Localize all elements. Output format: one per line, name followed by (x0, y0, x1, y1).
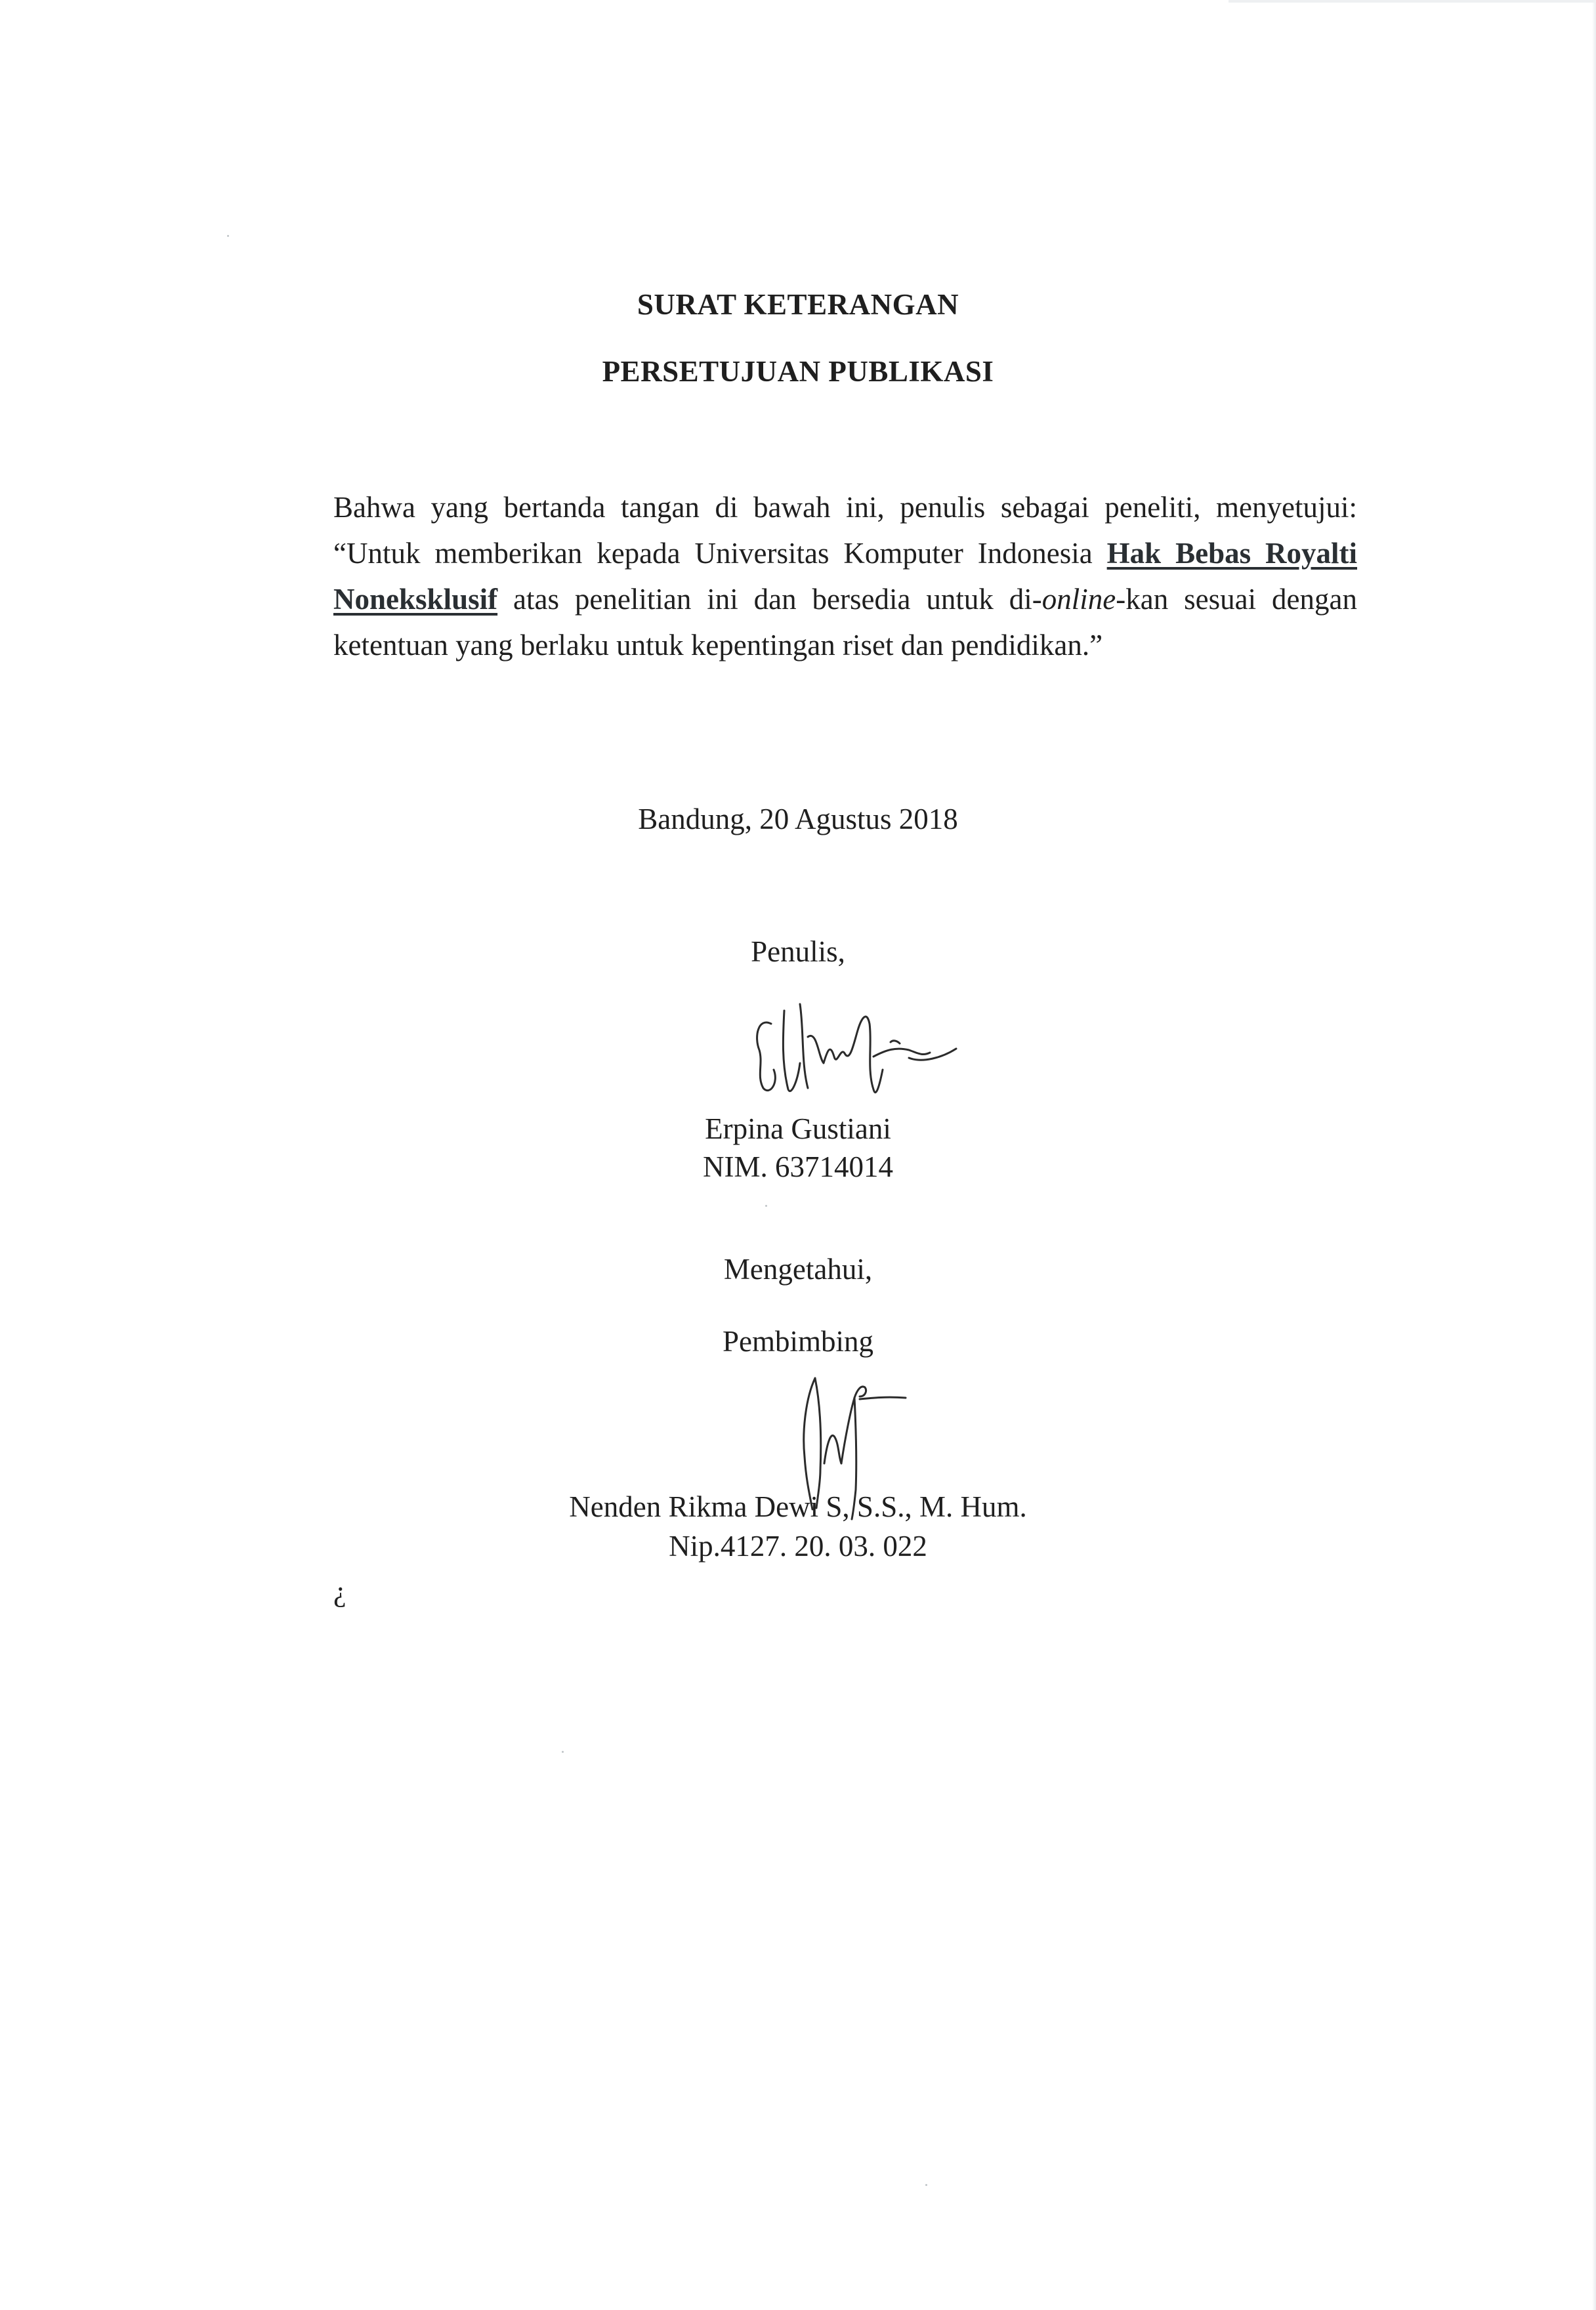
statement-paragraph (333, 484, 1357, 668)
statement-line-3-text-a: atas penelitian ini dan bersedia untuk di- (513, 583, 1042, 616)
scan-speck (925, 2184, 927, 2186)
document-title: SURAT KETERANGAN (637, 288, 959, 321)
author-signature (745, 984, 968, 1109)
author-nim: NIM. 63714014 (703, 1150, 893, 1183)
statement-line-2-text: “Untuk memberikan kepada Universitas Komputer Indonesia (333, 537, 1093, 570)
statement-line-3 (333, 576, 1357, 622)
author-name: Erpina Gustiani (705, 1112, 891, 1145)
scan-speck (765, 1205, 767, 1207)
scan-speck (227, 235, 229, 237)
supervisor-name: Nenden Rikma Dewi S, S.S., M. Hum. (569, 1490, 1027, 1523)
author-label: Penulis, (751, 935, 845, 968)
place-date: Bandung, 20 Agustus 2018 (638, 803, 958, 835)
scan-speck (562, 1751, 564, 1753)
document-subtitle: PERSETUJUAN PUBLIKASI (602, 355, 994, 388)
statement-line-2 (333, 530, 1357, 576)
royalty-free-term: Hak Bebas Royalti (1106, 537, 1358, 570)
online-term: online (1041, 583, 1116, 616)
stray-mark: ¿ (333, 1576, 346, 1608)
supervisor-nip: Nip.4127. 20. 03. 022 (669, 1530, 927, 1563)
statement-line-4: ketentuan yang berlaku untuk kepentingan riset dan pendidikan.” (333, 629, 1103, 662)
statement-line-3-text-b: -kan sesuai dengan (1116, 583, 1357, 616)
non-exclusive-term: Noneksklusif (333, 583, 498, 616)
statement-line-1: Bahwa yang bertanda tangan di bawah ini, penulis sebagai peneliti, menyetujui: (333, 491, 1357, 524)
acknowledged-label: Mengetahui, (723, 1253, 873, 1286)
scan-top-edge (1228, 0, 1596, 3)
supervisor-label: Pembimbing (722, 1325, 873, 1358)
